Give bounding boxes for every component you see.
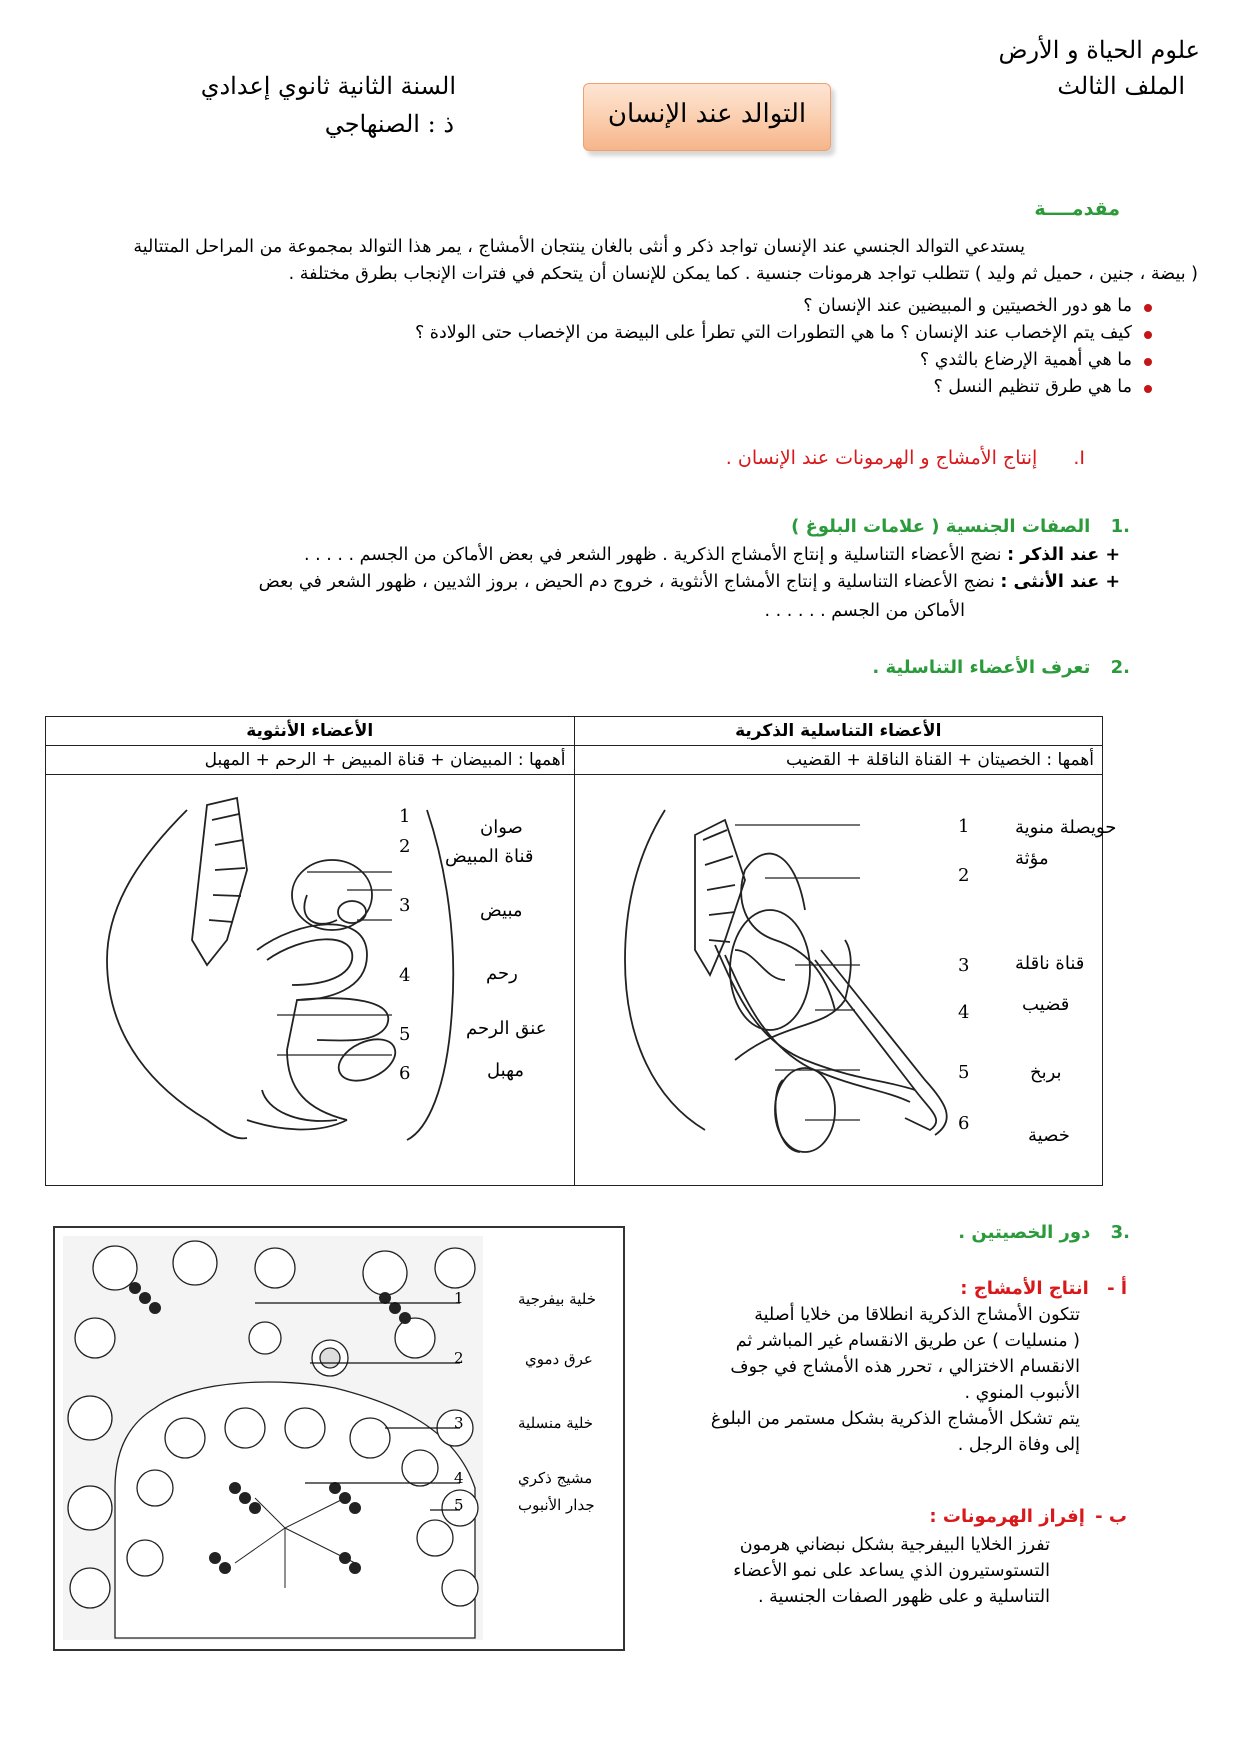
male-number: 1 [958, 816, 970, 837]
intro-heading: مقدمــــة [1034, 198, 1120, 220]
female-header: الأعضاء الأنثوية [46, 717, 575, 746]
tubule-label-germ-cell: خلية منسلية [518, 1414, 594, 1432]
tubule-label-tubule-wall: جدار الأنبوب [518, 1496, 595, 1514]
sub-2-heading [872, 657, 1130, 678]
intro-questions [80, 293, 1160, 401]
sub-2-number: .2 [1110, 657, 1130, 678]
bullet-icon [1144, 331, 1152, 339]
part-b-text [650, 1532, 1050, 1610]
male-header: الأعضاء التناسلية الذكرية [574, 717, 1103, 746]
part-b-line: التناسلية و على ظهور الصفات الجنسية . [758, 1587, 1050, 1607]
tubule-number: 5 [454, 1496, 464, 1514]
section-1-heading [726, 447, 1085, 469]
male-label: + عند الذكر : [1007, 545, 1120, 565]
female-label-infundibulum: صوان [480, 817, 523, 838]
question-item: ما هو دور الخصيتين و المبيضين عند الإنسان ؟ [80, 293, 1160, 320]
part-a-heading [960, 1278, 1127, 1299]
bullet-icon [1144, 385, 1152, 393]
female-label-ovary: مبيض [480, 900, 523, 921]
female-traits-cont: الأماكن من الجسم . . . . . . [764, 601, 965, 621]
bullet-icon [1144, 358, 1152, 366]
tubule-label-leydig-cell: خلية بيفرجية [518, 1290, 596, 1308]
female-number: 1 [399, 806, 411, 827]
male-number: 4 [958, 1002, 970, 1023]
tubule-number: 1 [454, 1289, 464, 1307]
part-a-title: انتاج الأمشاج : [960, 1278, 1089, 1299]
part-a-text [640, 1302, 1080, 1458]
tubule-number: 3 [454, 1414, 464, 1432]
question-item: ما هي طرق تنظيم النسل ؟ [80, 374, 1160, 401]
male-label-testis: خصية [1028, 1125, 1070, 1146]
file-title: الملف الثالث [1057, 72, 1185, 100]
section-1-title: إنتاج الأمشاج و الهرمونات عند الإنسان . [725, 447, 1038, 469]
female-summary: أهمها : المبيضان + قناة المبيض + الرحم + المهبل [46, 746, 575, 775]
female-label-uterus: رحم [486, 963, 518, 984]
female-number: 2 [399, 836, 411, 857]
female-label-vagina: مهبل [487, 1060, 525, 1081]
bullet-icon [1144, 304, 1152, 312]
female-text: نضج الأعضاء التناسلية و إنتاج الأمشاج الأنثوية ، خروج دم الحيض ، بروز الثديين ، ظهور الشعر في بعض [258, 572, 995, 592]
sub-3-title: دور الخصيتين . [958, 1222, 1091, 1243]
intro-paragraph [40, 234, 1200, 288]
part-a-line: الأنبوب المنوي . [964, 1383, 1080, 1403]
female-number: 6 [399, 1063, 411, 1084]
tubule-number: 2 [454, 1349, 464, 1367]
female-traits [90, 569, 1120, 596]
sub-1-number: .1 [1110, 516, 1130, 537]
subject-title: علوم الحياة و الأرض [998, 36, 1200, 64]
male-number: 2 [958, 865, 970, 886]
male-summary: أهمها : الخصيتان + القناة الناقلة + القضيب [574, 746, 1103, 775]
part-b-line: تفرز الخلايا البيفرجية بشكل نبضاني هرمون [739, 1535, 1050, 1555]
intro-line-2: ( بيضة ، جنين ، حميل ثم وليد ) تتطلب تواجد هرمونات جنسية . كما يمكن للإنسان أن يتحكم في فترات الإنجاب بطرق مختلفة . [288, 264, 1198, 284]
male-number: 5 [958, 1062, 970, 1083]
teacher-name: ذ : الصنهاجي [324, 110, 454, 138]
part-b-title: إفراز الهرمونات : [929, 1506, 1085, 1527]
male-label-prostate: مؤثة [1015, 848, 1049, 869]
part-b-label: ب - [1095, 1506, 1127, 1527]
body-outline [625, 810, 705, 1130]
male-label-penis: قضيب [1022, 994, 1070, 1015]
part-b-heading [929, 1506, 1127, 1527]
male-label-seminal-vesicle: حويصلة منوية [1015, 817, 1117, 838]
part-a-line: ( منسليات ) عن طريق الانقسام غير المباشر ثم [735, 1331, 1080, 1351]
female-label-cervix: عنق الرحم [466, 1018, 547, 1039]
tubule-label-blood-vessel: عرق دموي [525, 1350, 593, 1368]
part-b-line: التستوستيرون الذي يساعد على نمو الأعضاء [733, 1561, 1050, 1581]
sub-3-number: .3 [1110, 1222, 1130, 1243]
sub-3-heading [958, 1222, 1130, 1243]
female-number: 5 [399, 1024, 411, 1045]
part-a-line: تتكون الأمشاج الذكرية انطلاقا من خلايا أصلية [754, 1305, 1080, 1325]
sub-2-title: تعرف الأعضاء التناسلية . [872, 657, 1091, 678]
part-a-line: الانقسام الاختزالي ، تحرر هذه الأمشاج في جوف [730, 1357, 1080, 1377]
female-label: + عند الأنثى : [1000, 572, 1120, 592]
female-label-oviduct: قناة المبيض [445, 846, 534, 867]
tubule-label-sperm: مشيج ذكري [518, 1469, 593, 1487]
part-a-line: إلى وفاة الرجل . [957, 1435, 1080, 1455]
tubule-number: 4 [454, 1469, 464, 1487]
part-a-label: أ - [1107, 1278, 1127, 1299]
part-a-line: يتم تشكل الأمشاج الذكرية بشكل مستمر من البلوغ [710, 1409, 1080, 1429]
male-number: 6 [958, 1113, 970, 1134]
male-traits [120, 542, 1120, 569]
male-text: نضج الأعضاء التناسلية و إنتاج الأمشاج الذكرية . ظهور الشعر في بعض الأماكن من الجسم . . . . . [303, 545, 1002, 565]
female-number: 4 [399, 965, 411, 986]
male-number: 3 [958, 955, 970, 976]
male-label-epididymis: بربخ [1030, 1062, 1062, 1083]
question-item: ما هي أهمية الإرضاع بالثدي ؟ [80, 347, 1160, 374]
female-number: 3 [399, 895, 411, 916]
sub-1-heading [791, 516, 1130, 537]
document-title: التوالد عند الإنسان [583, 83, 831, 151]
level-title: السنة الثانية ثانوي إعدادي [200, 72, 456, 100]
question-item: كيف يتم الإخصاب عند الإنسان ؟ ما هي التطورات التي تطرأ على البيضة من الإخصاب حتى الولادة ؟ [80, 320, 1160, 347]
intro-line-1: يستدعي التوالد الجنسي عند الإنسان تواجد ذكر و أنثى بالغان ينتجان الأمشاج ، يمر هذا التوالد بمجموعة من المراحل المتتالية [133, 237, 1025, 257]
sub-1-title: الصفات الجنسية ( علامات البلوغ ) [791, 516, 1091, 537]
section-1-number: I. [1073, 447, 1085, 469]
male-label-vas-deferens: قناة ناقلة [1015, 953, 1085, 974]
